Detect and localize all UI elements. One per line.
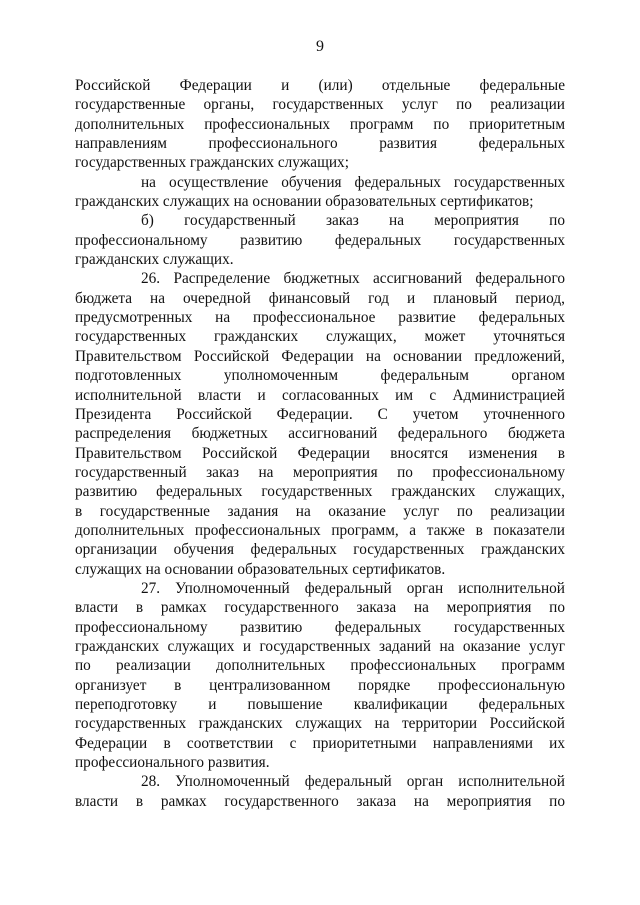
text-line: на осуществление обучения федеральных государственных — [141, 173, 565, 191]
text-line: переподготовку и повышение квалификации федеральных — [75, 696, 565, 713]
text-line: развитию федеральных государственных гражданских служащих, — [75, 483, 565, 501]
text-line: профессионального развития. — [75, 754, 270, 772]
text-line: гражданских служащих на основании образовательных сертификатов; — [75, 193, 534, 211]
text-line: 26. Распределение бюджетных ассигнований федерального — [141, 270, 565, 288]
text-line: гражданских служащих. — [75, 251, 234, 269]
text-line: Правительством Российской Федерации вносятся изменения в — [75, 444, 565, 462]
text-line: бюджета на очередной финансовый год и плановый период, — [75, 289, 565, 307]
text-line: распределения бюджетных ассигнований федерального бюджета — [75, 425, 565, 443]
text-line: направлениям профессионального развития федеральных — [75, 135, 565, 153]
text-line: 27. Уполномоченный федеральный орган исполнительной — [141, 579, 565, 597]
page-number: 9 — [316, 38, 324, 55]
text-line: государственных гражданских служащих; — [75, 154, 349, 172]
text-line: профессиональному развитию федеральных государственных — [75, 618, 565, 636]
text-line: подготовленных уполномоченным федеральным органом — [75, 367, 565, 385]
text-line: организует в централизованном порядке профессиональную — [75, 676, 565, 694]
text-line: дополнительных профессиональных программ, а также в показатели — [75, 521, 565, 539]
text-line: предусмотренных на профессиональное развитие федеральных — [75, 309, 565, 327]
text-line: б) государственный заказ на мероприятия по — [141, 212, 565, 230]
text-line: Федерации в соответствии с приоритетными направлениями их — [75, 734, 565, 752]
text-line: Президента Российской Федерации. С учетом уточненного — [75, 405, 565, 423]
text-line: государственные органы, государственных услуг по реализации — [75, 96, 565, 114]
text-line: исполнительной власти и согласованных им с Администрацией — [75, 386, 565, 404]
text-line: в государственные задания на оказание услуг по реализации — [75, 502, 565, 520]
text-line: по реализации дополнительных профессиональных программ — [75, 657, 565, 675]
text-line: 28. Уполномоченный федеральный орган исполнительной — [141, 773, 565, 791]
body-text — [75, 76, 565, 811]
text-line: дополнительных профессиональных программ по приоритетным — [75, 115, 565, 133]
text-line: государственных гражданских служащих на территории Российской — [75, 715, 565, 733]
text-line: организации обучения федеральных государственных гражданских — [75, 541, 565, 559]
text-line: служащих на основании образовательных сертификатов. — [75, 560, 446, 578]
text-line: Российской Федерации и (или) отдельные федеральные — [75, 77, 565, 94]
text-line: власти в рамках государственного заказа на мероприятия по — [75, 792, 565, 810]
text-line: государственный заказ на мероприятия по профессиональному — [75, 463, 565, 481]
text-line: Правительством Российской Федерации на основании предложений, — [75, 347, 565, 365]
text-line: гражданских служащих и государственных заданий на оказание услуг — [75, 637, 565, 655]
text-line: власти в рамках государственного заказа на мероприятия по — [75, 599, 565, 617]
text-line: профессиональному развитию федеральных государственных — [75, 231, 565, 249]
text-line: государственных гражданских служащих, может уточняться — [75, 328, 565, 346]
